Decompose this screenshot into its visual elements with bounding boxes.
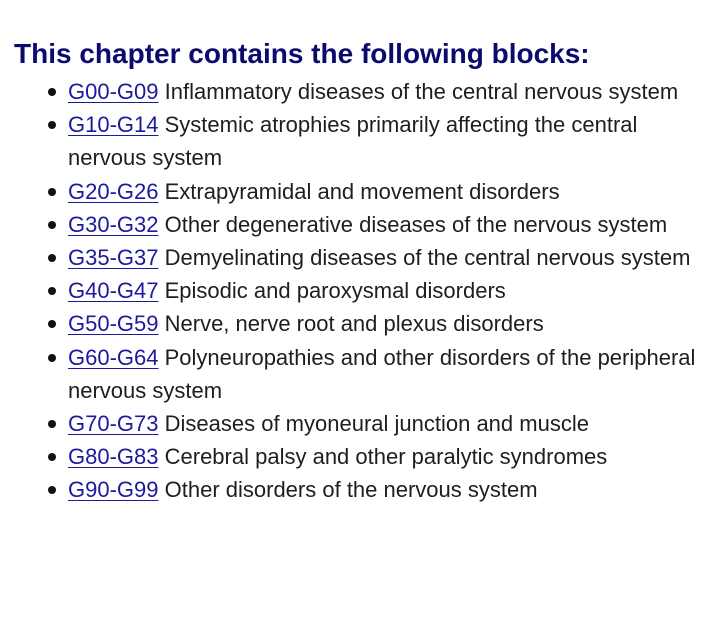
block-list-item <box>0 473 710 506</box>
block-description: Episodic and paroxysmal disorders <box>164 278 506 304</box>
block-list <box>0 75 710 507</box>
bullet-icon <box>48 420 56 428</box>
block-description: Cerebral palsy and other paralytic syndromes <box>164 444 608 470</box>
block-list-item <box>0 75 710 108</box>
block-list-item <box>0 440 710 473</box>
block-code-link-g10-g14[interactable]: G10-G14 <box>68 112 159 138</box>
bullet-icon <box>48 320 56 328</box>
bullet-icon <box>48 121 56 129</box>
bullet-icon <box>48 287 56 295</box>
block-list-item <box>0 274 710 307</box>
block-code-link-g40-g47[interactable]: G40-G47 <box>68 278 159 304</box>
block-code-link-g30-g32[interactable]: G30-G32 <box>68 211 159 237</box>
block-description: Diseases of myoneural junction and muscle <box>164 411 589 437</box>
block-list-item <box>0 208 710 241</box>
bullet-icon <box>48 486 56 494</box>
bullet-icon <box>48 354 56 362</box>
block-code-link-g20-g26[interactable]: G20-G26 <box>68 178 159 204</box>
block-description: Nerve, nerve root and plexus disorders <box>164 311 544 337</box>
bullet-icon <box>48 88 56 96</box>
bullet-icon <box>48 188 56 196</box>
block-code-link-g35-g37[interactable]: G35-G37 <box>68 245 159 271</box>
block-code-link-g90-g99[interactable]: G90-G99 <box>68 477 159 503</box>
block-code-link-g50-g59[interactable]: G50-G59 <box>68 311 159 337</box>
bullet-icon <box>48 221 56 229</box>
block-description: Systemic atrophies primarily affecting the central nervous system <box>68 112 638 171</box>
block-description: Extrapyramidal and movement disorders <box>164 178 560 204</box>
block-code-link-g80-g83[interactable]: G80-G83 <box>68 444 159 470</box>
block-list-item <box>0 307 710 340</box>
block-description: Demyelinating diseases of the central nervous system <box>164 245 691 271</box>
block-description: Inflammatory diseases of the central nervous system <box>164 79 679 104</box>
block-description: Polyneuropathies and other disorders of the peripheral nervous system <box>68 344 696 403</box>
block-code-link-g00-g09[interactable]: G00-G09 <box>68 79 159 104</box>
chapter-blocks-heading: This chapter contains the following blocks: <box>14 38 590 69</box>
block-list-item <box>0 407 710 440</box>
block-code-link-g70-g73[interactable]: G70-G73 <box>68 411 159 437</box>
block-list-item <box>0 341 710 407</box>
bullet-icon <box>48 453 56 461</box>
block-description: Other degenerative diseases of the nervous system <box>164 211 668 237</box>
block-list-item <box>0 175 710 208</box>
block-description: Other disorders of the nervous system <box>164 477 538 503</box>
bullet-icon <box>48 254 56 262</box>
block-code-link-g60-g64[interactable]: G60-G64 <box>68 344 159 370</box>
block-list-item <box>0 241 710 274</box>
block-list-item <box>0 108 710 174</box>
